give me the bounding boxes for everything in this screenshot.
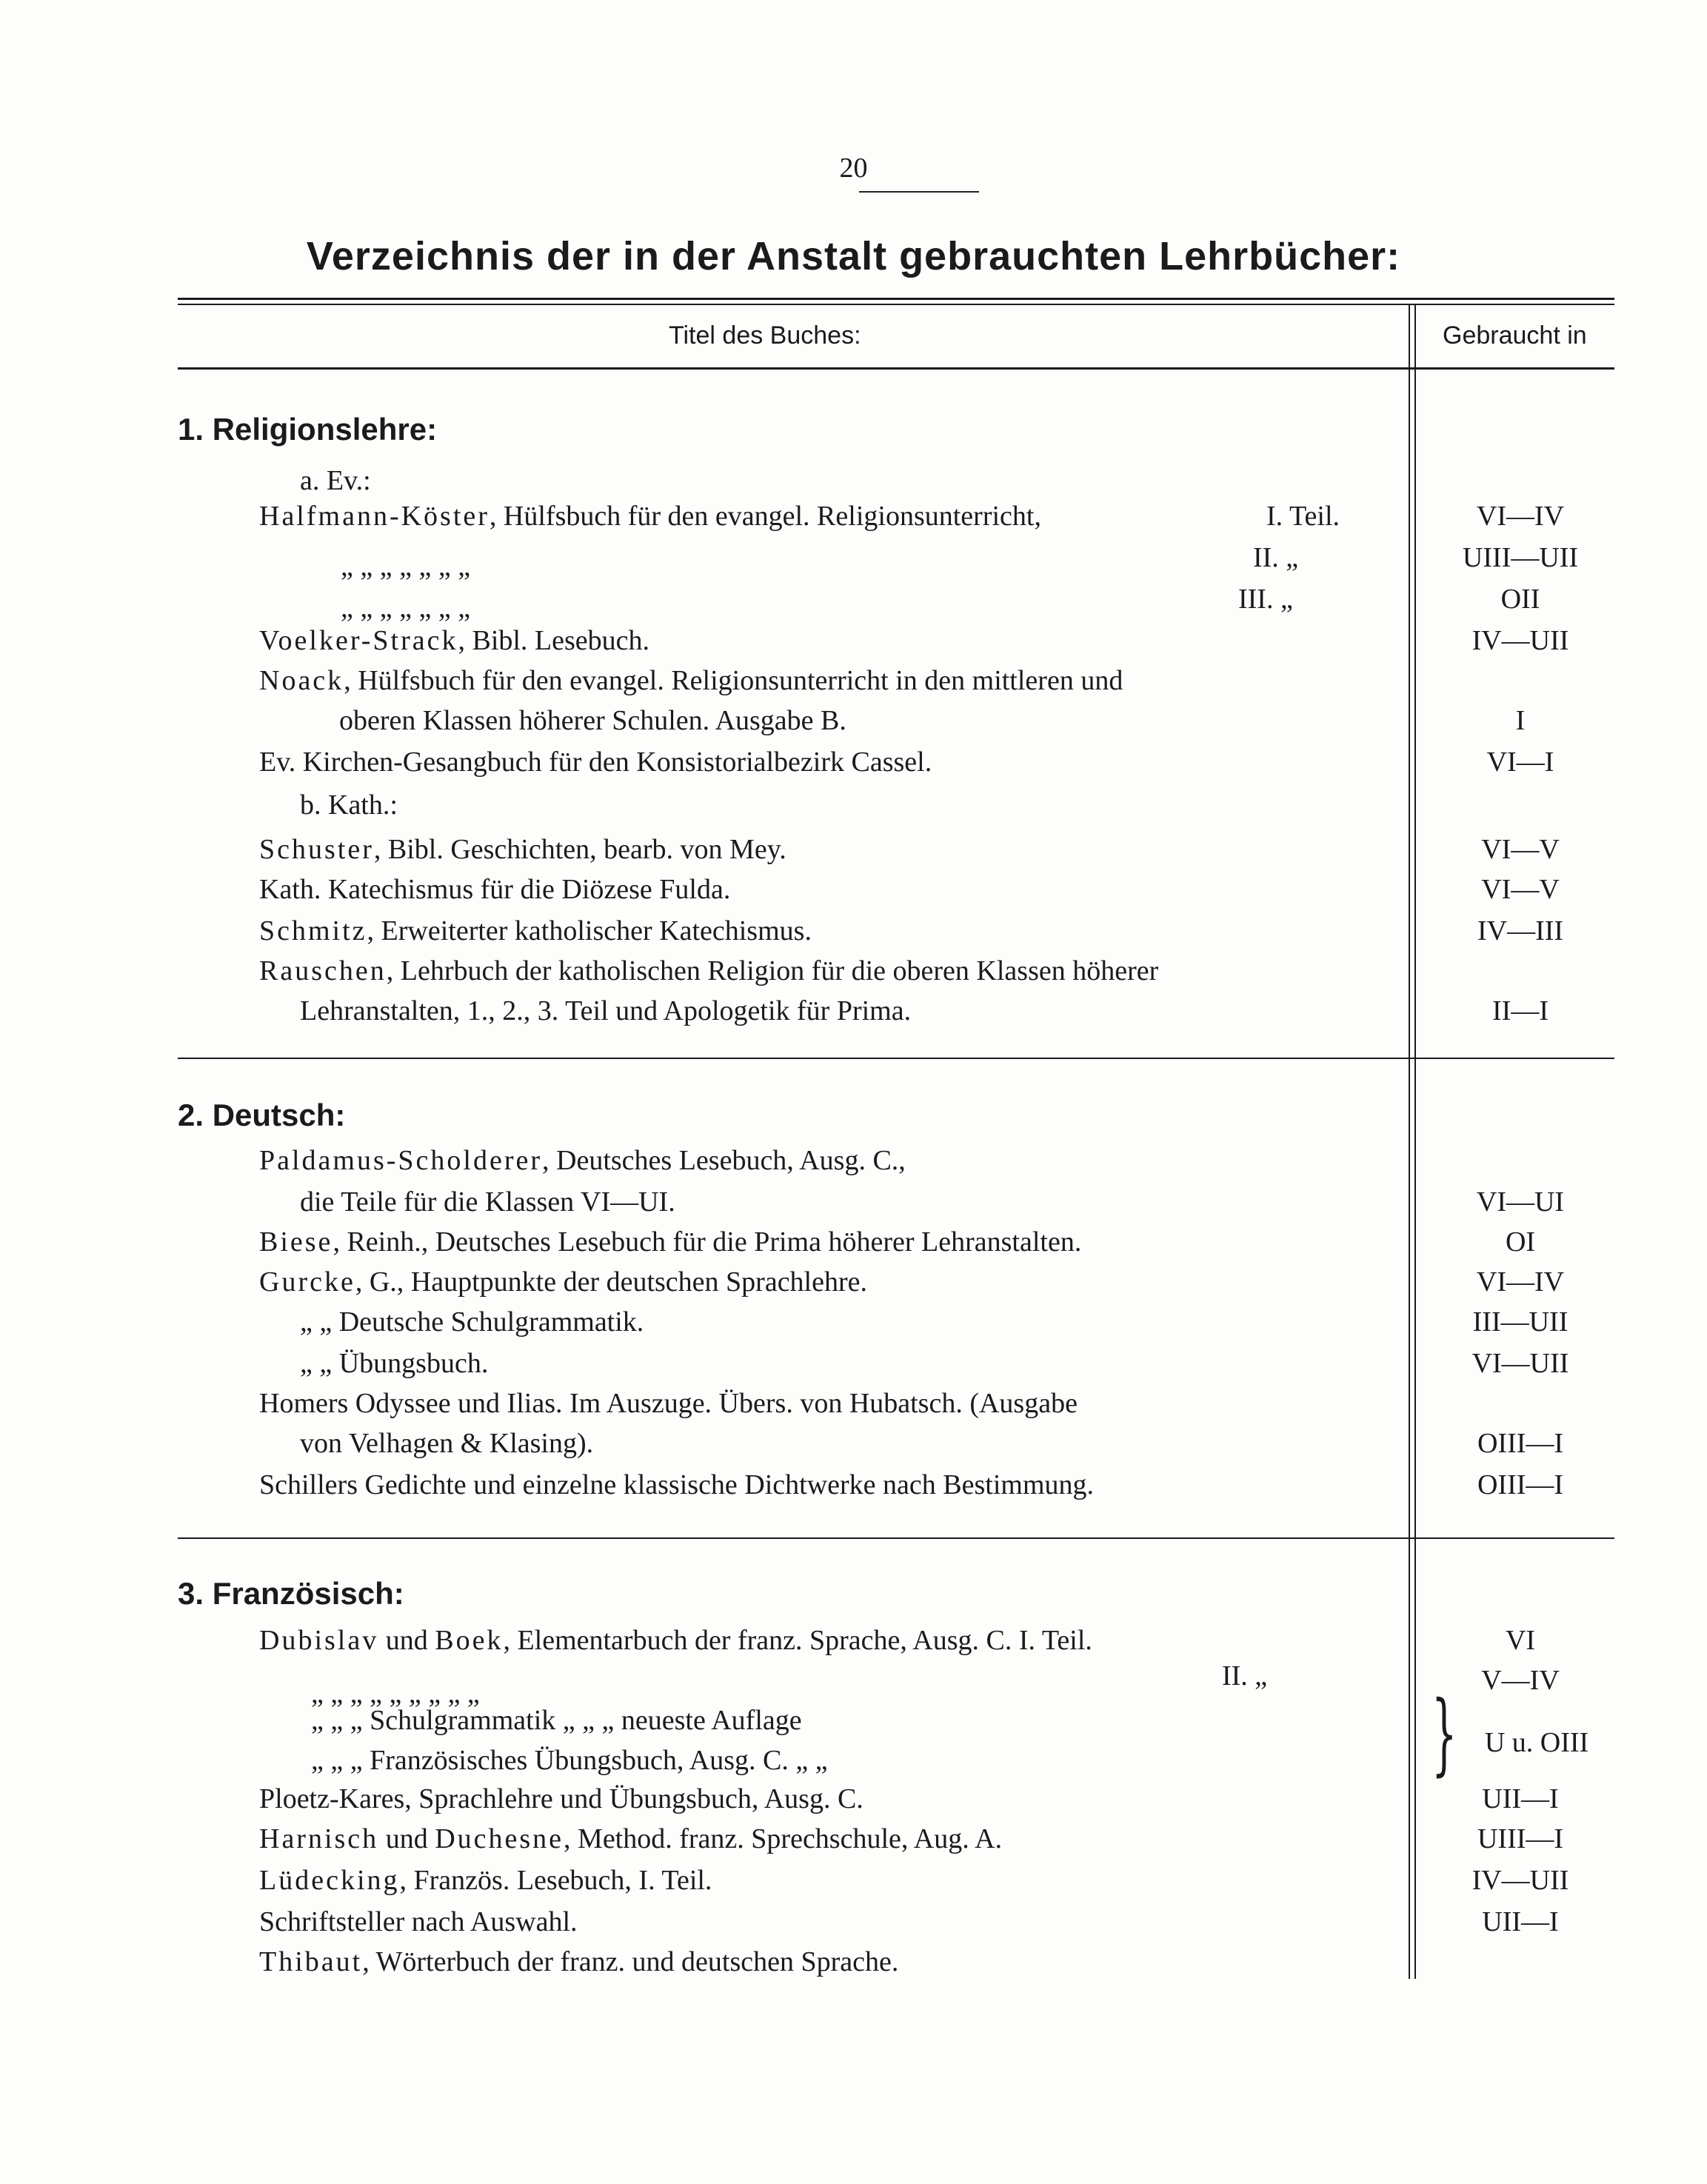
used-in-value: VI—IV: [1476, 1266, 1565, 1298]
page-number: 20: [839, 153, 868, 184]
section-divider-1: [178, 1058, 1614, 1059]
used-in-value: OIII—I: [1477, 1428, 1564, 1459]
list-item-part: I. Teil.: [1266, 501, 1340, 532]
used-in-value: IV—UII: [1472, 625, 1569, 656]
curly-brace: }: [1431, 1683, 1457, 1786]
list-item: Schriftsteller nach Auswahl.: [259, 1906, 578, 1937]
list-item: Schmitz, Erweiterter katholischer Katechismus.: [259, 915, 812, 946]
list-item: Lüdecking, Französ. Lesebuch, I. Teil.: [259, 1865, 712, 1896]
list-item: Paldamus-Scholderer, Deutsches Lesebuch, Ausg. C.,: [259, 1145, 906, 1176]
list-item: „ „ Deutsche Schulgrammatik.: [300, 1306, 644, 1338]
subsection-label-kath: b. Kath.:: [300, 789, 398, 821]
list-item-continuation: von Velhagen & Klasing).: [300, 1428, 594, 1459]
column-divider-left: [1409, 305, 1410, 1979]
list-item: Thibaut, Wörterbuch der franz. und deutschen Sprache.: [259, 1946, 899, 1977]
used-in-value: U u. OIII: [1484, 1727, 1589, 1758]
used-in-value: OI: [1505, 1226, 1536, 1258]
section-heading-religion: 1. Religionslehre:: [178, 412, 438, 447]
list-item: Biese, Reinh., Deutsches Lesebuch für die Prima höherer Lehranstalten.: [259, 1226, 1082, 1258]
page-number-rule: [859, 191, 979, 193]
list-item: Noack, Hülfsbuch für den evangel. Religionsunterricht in den mittleren und: [259, 665, 1123, 696]
list-item: Homers Odyssee und Ilias. Im Auszuge. Übers. von Hubatsch. (Ausgabe: [259, 1388, 1078, 1419]
column-header-used: Gebraucht in: [1443, 321, 1587, 350]
list-item-part: III. „: [1238, 584, 1293, 615]
subsection-label-ev: a. Ev.:: [300, 465, 371, 496]
used-in-value: III—UII: [1472, 1306, 1569, 1338]
used-in-value: IV—III: [1477, 915, 1564, 946]
list-item: Rauschen, Lehrbuch der katholischen Religion für die oberen Klassen höherer: [259, 955, 1159, 986]
list-item: Kath. Katechismus für die Diözese Fulda.: [259, 874, 731, 905]
list-item-part: II. „: [1222, 1660, 1268, 1692]
used-in-value: UII—I: [1482, 1906, 1559, 1937]
used-in-value: OII: [1500, 584, 1540, 615]
list-item-part: II. „: [1253, 542, 1299, 573]
used-in-value: VI—I: [1486, 747, 1554, 778]
column-header-title: Titel des Buches:: [669, 321, 861, 350]
list-item: Gurcke, G., Hauptpunkte der deutschen Sprachlehre.: [259, 1266, 868, 1298]
list-item: „ „ „ Schulgrammatik „ „ „ neueste Auflage: [311, 1705, 802, 1736]
list-item: „ „ Übungsbuch.: [300, 1348, 489, 1379]
used-in-value: I: [1515, 705, 1526, 736]
list-item: Harnisch und Duchesne, Method. franz. Sprechschule, Aug. A.: [259, 1823, 1003, 1854]
used-in-value: VI—V: [1481, 834, 1560, 865]
section-heading-franzoesisch: 3. Französisch:: [178, 1576, 404, 1611]
list-item: „ „ „ Französisches Übungsbuch, Ausg. C. „ „: [311, 1745, 828, 1776]
used-in-value: OIII—I: [1477, 1469, 1564, 1500]
used-in-value: V—IV: [1481, 1665, 1560, 1696]
ditto-marks: „ „ „ „ „ „ „ „ „: [311, 1678, 480, 1709]
used-in-value: VI—V: [1481, 874, 1560, 905]
section-divider-2: [178, 1537, 1614, 1539]
list-item: Ploetz-Kares, Sprachlehre und Übungsbuch, Ausg. C.: [259, 1783, 863, 1814]
ditto-marks: „ „ „ „ „ „ „: [341, 592, 471, 624]
used-in-value: IV—UII: [1472, 1865, 1569, 1896]
ditto-marks: „ „ „ „ „ „ „: [341, 551, 471, 582]
page-title: Verzeichnis der in der Anstalt gebrauchten Lehrbücher:: [306, 234, 1401, 278]
used-in-value: VI—UII: [1472, 1348, 1569, 1379]
list-item-continuation: Lehranstalten, 1., 2., 3. Teil und Apologetik für Prima.: [300, 995, 912, 1026]
table-top-rule-2: [178, 304, 1614, 305]
used-in-value: UIII—I: [1477, 1823, 1564, 1854]
used-in-value: II—I: [1492, 995, 1549, 1026]
list-item: Halfmann-Köster, Hülfsbuch für den evangel. Religionsunterricht,: [259, 501, 1041, 532]
header-bottom-rule: [178, 367, 1614, 370]
list-item: Schuster, Bibl. Geschichten, bearb. von Mey.: [259, 834, 786, 865]
used-in-value: UII—I: [1482, 1783, 1559, 1814]
used-in-value: VI—IV: [1476, 501, 1565, 532]
list-item: Schillers Gedichte und einzelne klassische Dichtwerke nach Bestimmung.: [259, 1469, 1095, 1500]
list-item-continuation: die Teile für die Klassen VI—UI.: [300, 1186, 675, 1218]
list-item: Ev. Kirchen-Gesangbuch für den Konsistorialbezirk Cassel.: [259, 747, 932, 778]
list-item: Voelker-Strack, Bibl. Lesebuch.: [259, 625, 650, 656]
used-in-value: VI—UI: [1476, 1186, 1565, 1218]
table-top-rule: [178, 298, 1614, 300]
section-heading-deutsch: 2. Deutsch:: [178, 1098, 346, 1132]
used-in-value: UIII—UII: [1462, 542, 1579, 573]
list-item: Dubislav und Boek, Elementarbuch der franz. Sprache, Ausg. C. I. Teil.: [259, 1625, 1092, 1656]
used-in-value: VI: [1505, 1625, 1536, 1656]
list-item-continuation: oberen Klassen höherer Schulen. Ausgabe B.: [339, 705, 846, 736]
